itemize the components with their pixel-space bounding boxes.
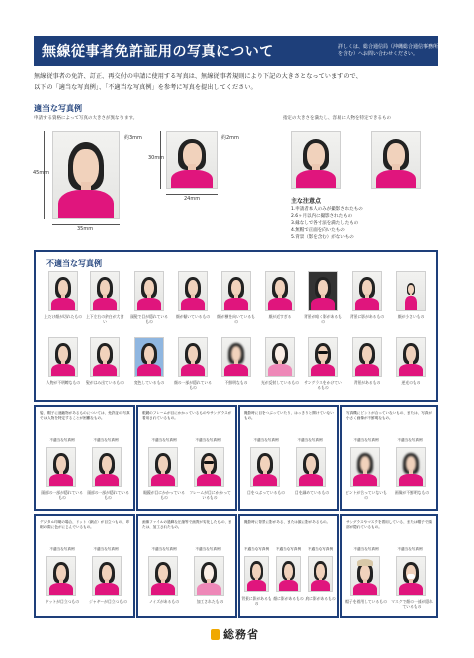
sub-photo [46,447,76,487]
sub-label: 不適当な写真例 [397,547,423,551]
point-item: 1.申請者本人のみが撮影されたもの [291,207,363,212]
sub-caption: ノイズがあるもの [149,599,179,604]
dim-w1: 35mm [77,226,94,232]
sub-caption: ジャギーが目立つもの [89,599,127,604]
bad-photo [396,271,426,311]
sub-photo [276,556,301,592]
sub-label: 不適当な写真例 [93,547,119,551]
ministry-logo-icon [211,629,220,640]
bad-caption: 頭髪で目が隠れているもの [130,314,168,324]
sub-caption: 背景に影があるもの [241,596,272,606]
intro-line-1: 無線従事者の免許、訂正、再交付の申請に使用する写真は、無線従事者規則により下記の大きさとなっていますので、 [34,73,362,80]
page-title: 無線従事者免許証用の写真について [42,44,274,60]
sub-photo [148,556,178,596]
bad-photo [308,271,338,311]
bad-caption: 光が反射しているもの [261,380,299,385]
bad-caption: 不鮮明なもの [224,380,248,385]
intro-text [34,71,438,93]
bad-caption: 顔の一部が隠れているもの [174,380,212,390]
sub-caption: ドットが目立つもの [44,599,80,604]
bad-photo [134,271,164,311]
sub-desc: デジタル印刷の場合、ドット（網点）が目立つもの、印刷の際に色がにじんでいるもの。 [40,520,130,529]
sub-label: 不適当な写真例 [49,438,75,442]
bad-caption: 顔が近すぎる [268,314,292,319]
good-right-note: 指定の大きさを満たし、容易に人物を特定できるもの [283,116,391,121]
sub-photo [296,447,326,487]
sub-caption: 頭部の一部が隠れているもの [87,490,129,500]
good-note: 申請する資格によって写真の大きさが異なります。 [34,116,138,121]
sub-desc: 画像ファイルの過剰な圧縮等で画質が劣化したもの、または、加工されたもの。 [142,520,232,529]
dim-top1: 約3mm [124,135,142,141]
sub-label: 不適当な写真例 [253,438,279,442]
dim-top2: 約2mm [221,135,239,141]
intro-line-2: 以下の「適当な写真例」、「不適当な写真例」を参考に写真を提出してください。 [34,84,257,91]
bad-caption: 上下左右の余白が大きい [86,314,124,324]
sub-photo [308,556,333,592]
bad-photo [352,337,382,377]
sub-photo [194,447,224,487]
bad-photo [221,337,251,377]
sub-caption: 加工されたもの [196,599,224,604]
bad-caption: 上だけ顔が切れたもの [44,314,82,319]
sub-caption: 帽子を着用しているもの [345,599,387,604]
bad-photo [48,271,78,311]
sub-label: 不適当な写真例 [275,547,302,551]
sub-label: 不適当な写真例 [49,547,75,551]
sub-caption: 目を細めているもの [294,490,330,495]
bad-photo [90,271,120,311]
sub-label: 不適当な写真例 [397,438,423,442]
bad-caption: 顔が傾いているもの [175,314,211,319]
sub-label: 不適当な写真例 [353,438,379,442]
sub-desc: サングラスやマスクを着用している、または帽子で頭部が隠れているもの。 [346,520,432,529]
sub-desc: 写真機にピントが合っていないもの、または、写真が小さく画像が不鮮明なもの。 [346,411,433,420]
sub-desc: 撮影時に背景に影がある、または顔に影があるもの。 [244,520,331,524]
sub-photo [92,447,122,487]
bad-photo [265,271,295,311]
bad-caption: 人物が不明瞭なもの [45,380,81,385]
bad-caption: 背景が暗く影があるもの [304,314,342,324]
bad-photo [48,337,78,377]
sub-label: 不適当な写真例 [151,547,177,551]
sub-label: 不適当な写真例 [195,547,221,551]
bad-caption: サングラスをかけているもの [304,380,342,390]
sub-label: 不適当な写真例 [243,547,270,551]
bad-photo [396,337,426,377]
sub-label: 不適当な写真例 [307,547,334,551]
sub-desc: 撮影時に目をつぶっていたり、はっきりと開けていないもの。 [244,411,334,420]
sub-caption: 顔に影があるもの [273,596,304,601]
bad-caption: 逆光のもの [401,380,421,385]
sub-photo [92,556,122,596]
point-item: 2.6ヶ月以内に撮影されたもの [291,214,353,219]
bad-photo [90,337,120,377]
good-photo-example-2 [371,131,421,189]
good-photo-small [166,131,218,189]
bad-caption: 背景に影があるもの [349,314,385,319]
sub-label: 不適当な写真例 [195,438,221,442]
dim-h2: 30mm [148,155,165,161]
sub-photo [148,447,178,487]
dim-h1: 45mm [33,170,50,176]
sub-photo [46,556,76,596]
header-banner [34,36,438,66]
contact-note: 詳しくは、総合通信局（沖縄総合通信事務所を含む）へお問い合わせください。 [338,44,439,57]
sub-desc: 髪、帽子に遮蔽物があるものについては、免許証の写真では人物を特定することが困難なもの。 [40,411,130,420]
good-photo-large [52,131,120,219]
point-item: 4.無帽で正面を向いたもの [291,228,345,233]
good-section-title: 適当な写真例 [34,104,82,113]
points-title: 主な注意点 [291,198,322,205]
bad-caption: 顔が小さいもの [397,314,425,319]
good-photo-example-1 [291,131,341,189]
point-item: 3.縁なしで各寸法を満たしたもの [291,221,359,226]
bad-section-title: 不適当な写真例 [46,259,102,268]
sub-label: 不適当な写真例 [297,438,323,442]
bad-photo [265,337,295,377]
dim-line-w2 [166,194,218,195]
bad-photo [352,271,382,311]
sub-caption: 目をつぶっているもの [247,490,285,495]
bad-photo [308,337,338,377]
sub-caption: 眼鏡が目にかかっているもの [143,490,185,500]
ministry-logo [211,626,259,642]
dim-w2: 24mm [184,196,201,202]
sub-photo [244,556,269,592]
bad-photo [134,337,164,377]
bad-photo [178,337,208,377]
sub-photo [350,447,380,487]
sub-photo [350,556,380,596]
sub-caption: 肩に影があるもの [305,596,336,601]
sub-caption: 頭部の一部が隠れているもの [41,490,83,500]
dim-line-w1 [52,224,120,225]
sub-desc: 眼鏡のフレームが目にかかっているものやサングラスが着用されているもの。 [142,411,232,420]
sub-label: 不適当な写真例 [353,547,379,551]
sub-label: 不適当な写真例 [93,438,119,442]
sub-photo [396,447,426,487]
sub-photo [250,447,280,487]
sub-caption: マスクで顔の一部が隠れているもの [391,599,433,609]
sub-photo [194,556,224,596]
sub-caption: ピントが合っていないもの [345,490,387,500]
bad-caption: 髪がはみ出ているもの [86,380,124,385]
bad-caption: 背景があるもの [353,380,381,385]
bad-caption: 変色しているもの [133,380,165,385]
ministry-name: 総務省 [223,628,259,641]
bad-photo [221,271,251,311]
point-item: 5.背景（影を含む）がないもの [291,235,354,240]
sub-caption: フレームが目にかかっているもの [189,490,231,500]
sub-label: 不適当な写真例 [151,438,177,442]
sub-caption: 画像が不鮮明なもの [394,490,430,495]
sub-photo [396,556,426,596]
bad-photo [178,271,208,311]
bad-caption: 顔が横を向いているもの [217,314,255,324]
